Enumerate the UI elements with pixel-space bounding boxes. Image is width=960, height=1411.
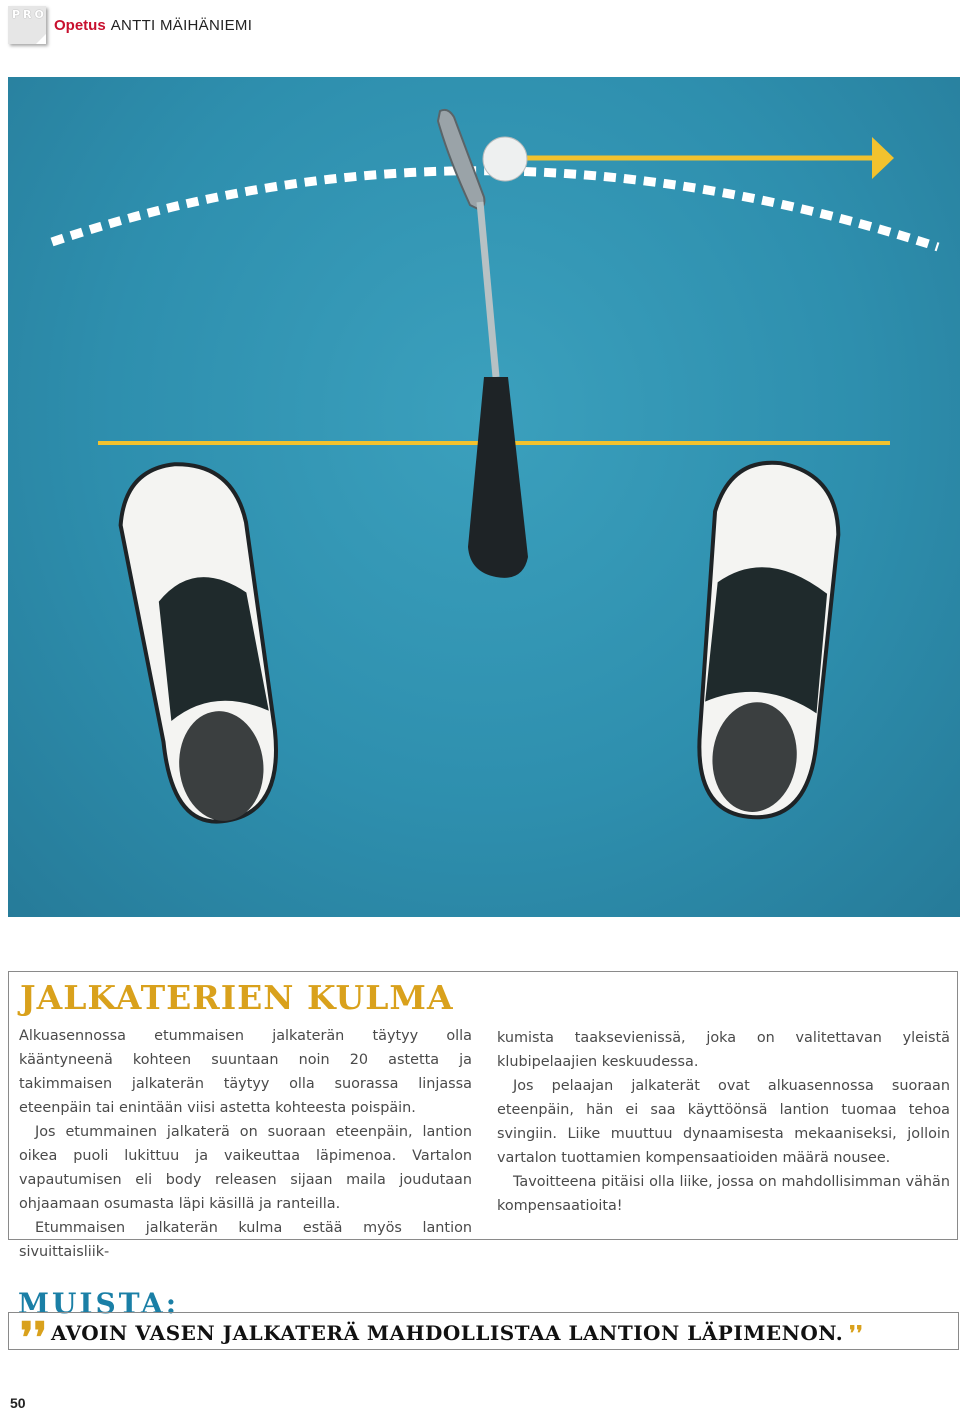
pro-badge xyxy=(8,6,46,44)
golf-ball xyxy=(483,137,527,181)
paragraph: Jos etummainen jalkaterä on suoraan eteenpäin, lantion oikea puoli lukittuu ja vaikeuttaa läpimenoa. Vartalon vapautumisen eli body releasen sijaan maila joudutaan ohjaamaan osumasta läpi käsillä ja ranteilla. xyxy=(19,1124,472,1212)
club-head xyxy=(438,110,484,209)
article-column-left xyxy=(19,1024,472,1264)
left-shoe xyxy=(115,457,284,829)
club-shaft xyxy=(480,202,496,377)
paragraph: Etummaisen jalkaterän kulma estää myös lantion sivuittaisliik- xyxy=(19,1220,472,1260)
swing-arc-dashed xyxy=(52,171,938,247)
article-box xyxy=(8,971,958,1260)
pro-label: PRO xyxy=(12,8,47,21)
golf-illustration xyxy=(8,77,960,917)
paragraph: Alkuasennossa etummaisen jalkaterän täytyy olla kääntyneenä kohteen suuntaan noin 20 astetta ja takimmaisen jalkaterän täytyy olla suorassa linjassa eteenpäin tai enintään viisi astetta kohteesta poispäin. xyxy=(19,1028,472,1116)
club-grip xyxy=(468,377,528,578)
muista-statement: AVOIN VASEN JALKATERÄ MAHDOLLISTAA LANTION LÄPIMENON. xyxy=(51,1321,844,1345)
author-name: ANTTI MÄIHÄNIEMI xyxy=(110,17,253,34)
quote-close-icon: ❜❜ xyxy=(849,1321,864,1345)
paragraph: Tavoitteena pitäisi olla liike, jossa on mahdollisimman vähän kompensaatioita! xyxy=(497,1174,950,1214)
page-header xyxy=(54,17,252,34)
page-fold-icon xyxy=(36,34,46,44)
golf-photo xyxy=(8,77,960,917)
paragraph: Jos pelaajan jalkaterät ovat alkuasennossa suoraan eteenpäin, hän ei saa käyttöönsä lantion tuomaa tehoa svingiin. Liike muuttuu dynaamisesta mekaaniseksi, jolloin vartalon tuottamien kompensaatioiden määrä nousee. xyxy=(497,1078,950,1166)
article-title: JALKATERIEN KULMA xyxy=(20,978,454,1017)
right-shoe xyxy=(684,457,845,823)
muista-text xyxy=(51,1321,863,1345)
paragraph: kumista taaksevienissä, joka on valitettavan yleistä klubipelaajien keskuudessa. xyxy=(497,1030,950,1070)
muista-box xyxy=(8,1312,959,1362)
article-column-right xyxy=(497,1026,950,1218)
quote-open-icon: ❜❜ xyxy=(20,1313,48,1362)
section-label: Opetus xyxy=(54,17,106,34)
page-number: 50 xyxy=(10,1395,26,1411)
target-arrow-head xyxy=(872,137,894,179)
muista-heading: MUISTA: xyxy=(18,1287,180,1320)
